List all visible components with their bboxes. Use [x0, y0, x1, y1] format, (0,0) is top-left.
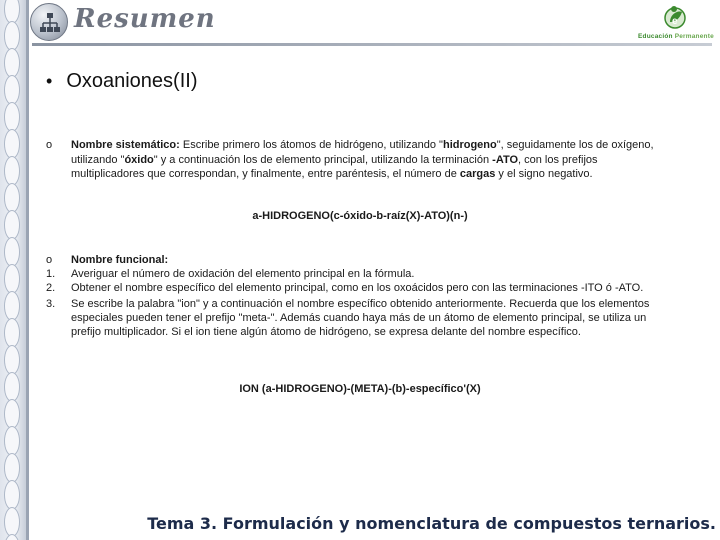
slide-heading [46, 70, 197, 93]
logo [634, 4, 716, 42]
strip-ring [4, 318, 20, 348]
strip-ring [4, 480, 20, 510]
list-marker: o [46, 139, 53, 151]
systematic-name-text: Nombre sistemático: Escribe primero los átomos de hidrógeno, utilizando "hidrogeno", seguidamente los de oxígeno, utilizando "óxido" y a continuación los de elemento principal, utilizando la terminación -ATO, con los prefijos multiplicadores que correspondan, y finalmente, entre paréntesis, el número de cargas y el signo negativo. [71, 139, 654, 180]
strip-ring [4, 129, 20, 159]
footer-title: Tema 3. Formulación y nomenclatura de compuestos ternarios. [147, 514, 716, 533]
strip-ring [4, 507, 20, 537]
strip-ring [4, 426, 20, 456]
list-item [46, 297, 676, 339]
list-item [46, 281, 676, 295]
step-text: Obtener el nombre específico del elemento principal, como en los oxoácidos pero con las terminaciones -ITO ó -ATO. [71, 282, 644, 294]
step-number: 1. [46, 268, 56, 280]
systematic-label: Nombre sistemático: [71, 139, 180, 151]
systematic-name-item [46, 138, 666, 182]
org-chart-icon [30, 3, 68, 41]
strip-ring [4, 75, 20, 105]
strip-ring [4, 453, 20, 483]
header-rule [32, 43, 712, 46]
strip-ring [4, 156, 20, 186]
leaf-person-icon [662, 4, 688, 32]
header-title: Resumen [74, 4, 216, 34]
strip-ring [4, 399, 20, 429]
list-item [46, 267, 676, 281]
heading-text: Oxoaniones(II) [66, 70, 198, 92]
list-marker: o [46, 254, 53, 266]
left-decorative-strip [0, 0, 26, 540]
strip-ring [4, 534, 20, 540]
strip-ring [4, 21, 20, 51]
step-number: 2. [46, 282, 56, 294]
step-text: Averiguar el número de oxidación del elemento principal en la fórmula. [71, 268, 415, 280]
heading-bullet: • [46, 71, 53, 91]
logo-text: Educación Permanente [638, 33, 714, 40]
left-edge-line [26, 0, 29, 540]
strip-ring [4, 102, 20, 132]
strip-ring [4, 291, 20, 321]
step-number: 3. [46, 298, 56, 310]
list-item [46, 253, 676, 267]
strip-ring [4, 264, 20, 294]
strip-ring [4, 237, 20, 267]
functional-label: Nombre funcional: [71, 254, 169, 266]
svg-text:e: e [672, 16, 678, 27]
functional-name-list [46, 253, 676, 339]
strip-ring [4, 48, 20, 78]
functional-formula: ION (a-HIDROGENO)-(META)-(b)-específico'(X) [239, 383, 481, 395]
systematic-formula: a-HIDROGENO(c-óxido-b-raíz(X)-ATO)(n-) [252, 210, 468, 222]
step-text: Se escribe la palabra "ion" y a continuación el nombre específico obtenido anteriormente. Recuerda que los elementos especiales pueden tener el prefijo "meta-". Además cuando haya más de un átomo de elemento principal, se utiliza un prefijo multiplicador. Si el ion tiene algún átomo de hidrógeno, se expresa delante del nombre específico. [71, 298, 650, 338]
strip-ring [4, 345, 20, 375]
strip-ring [4, 183, 20, 213]
